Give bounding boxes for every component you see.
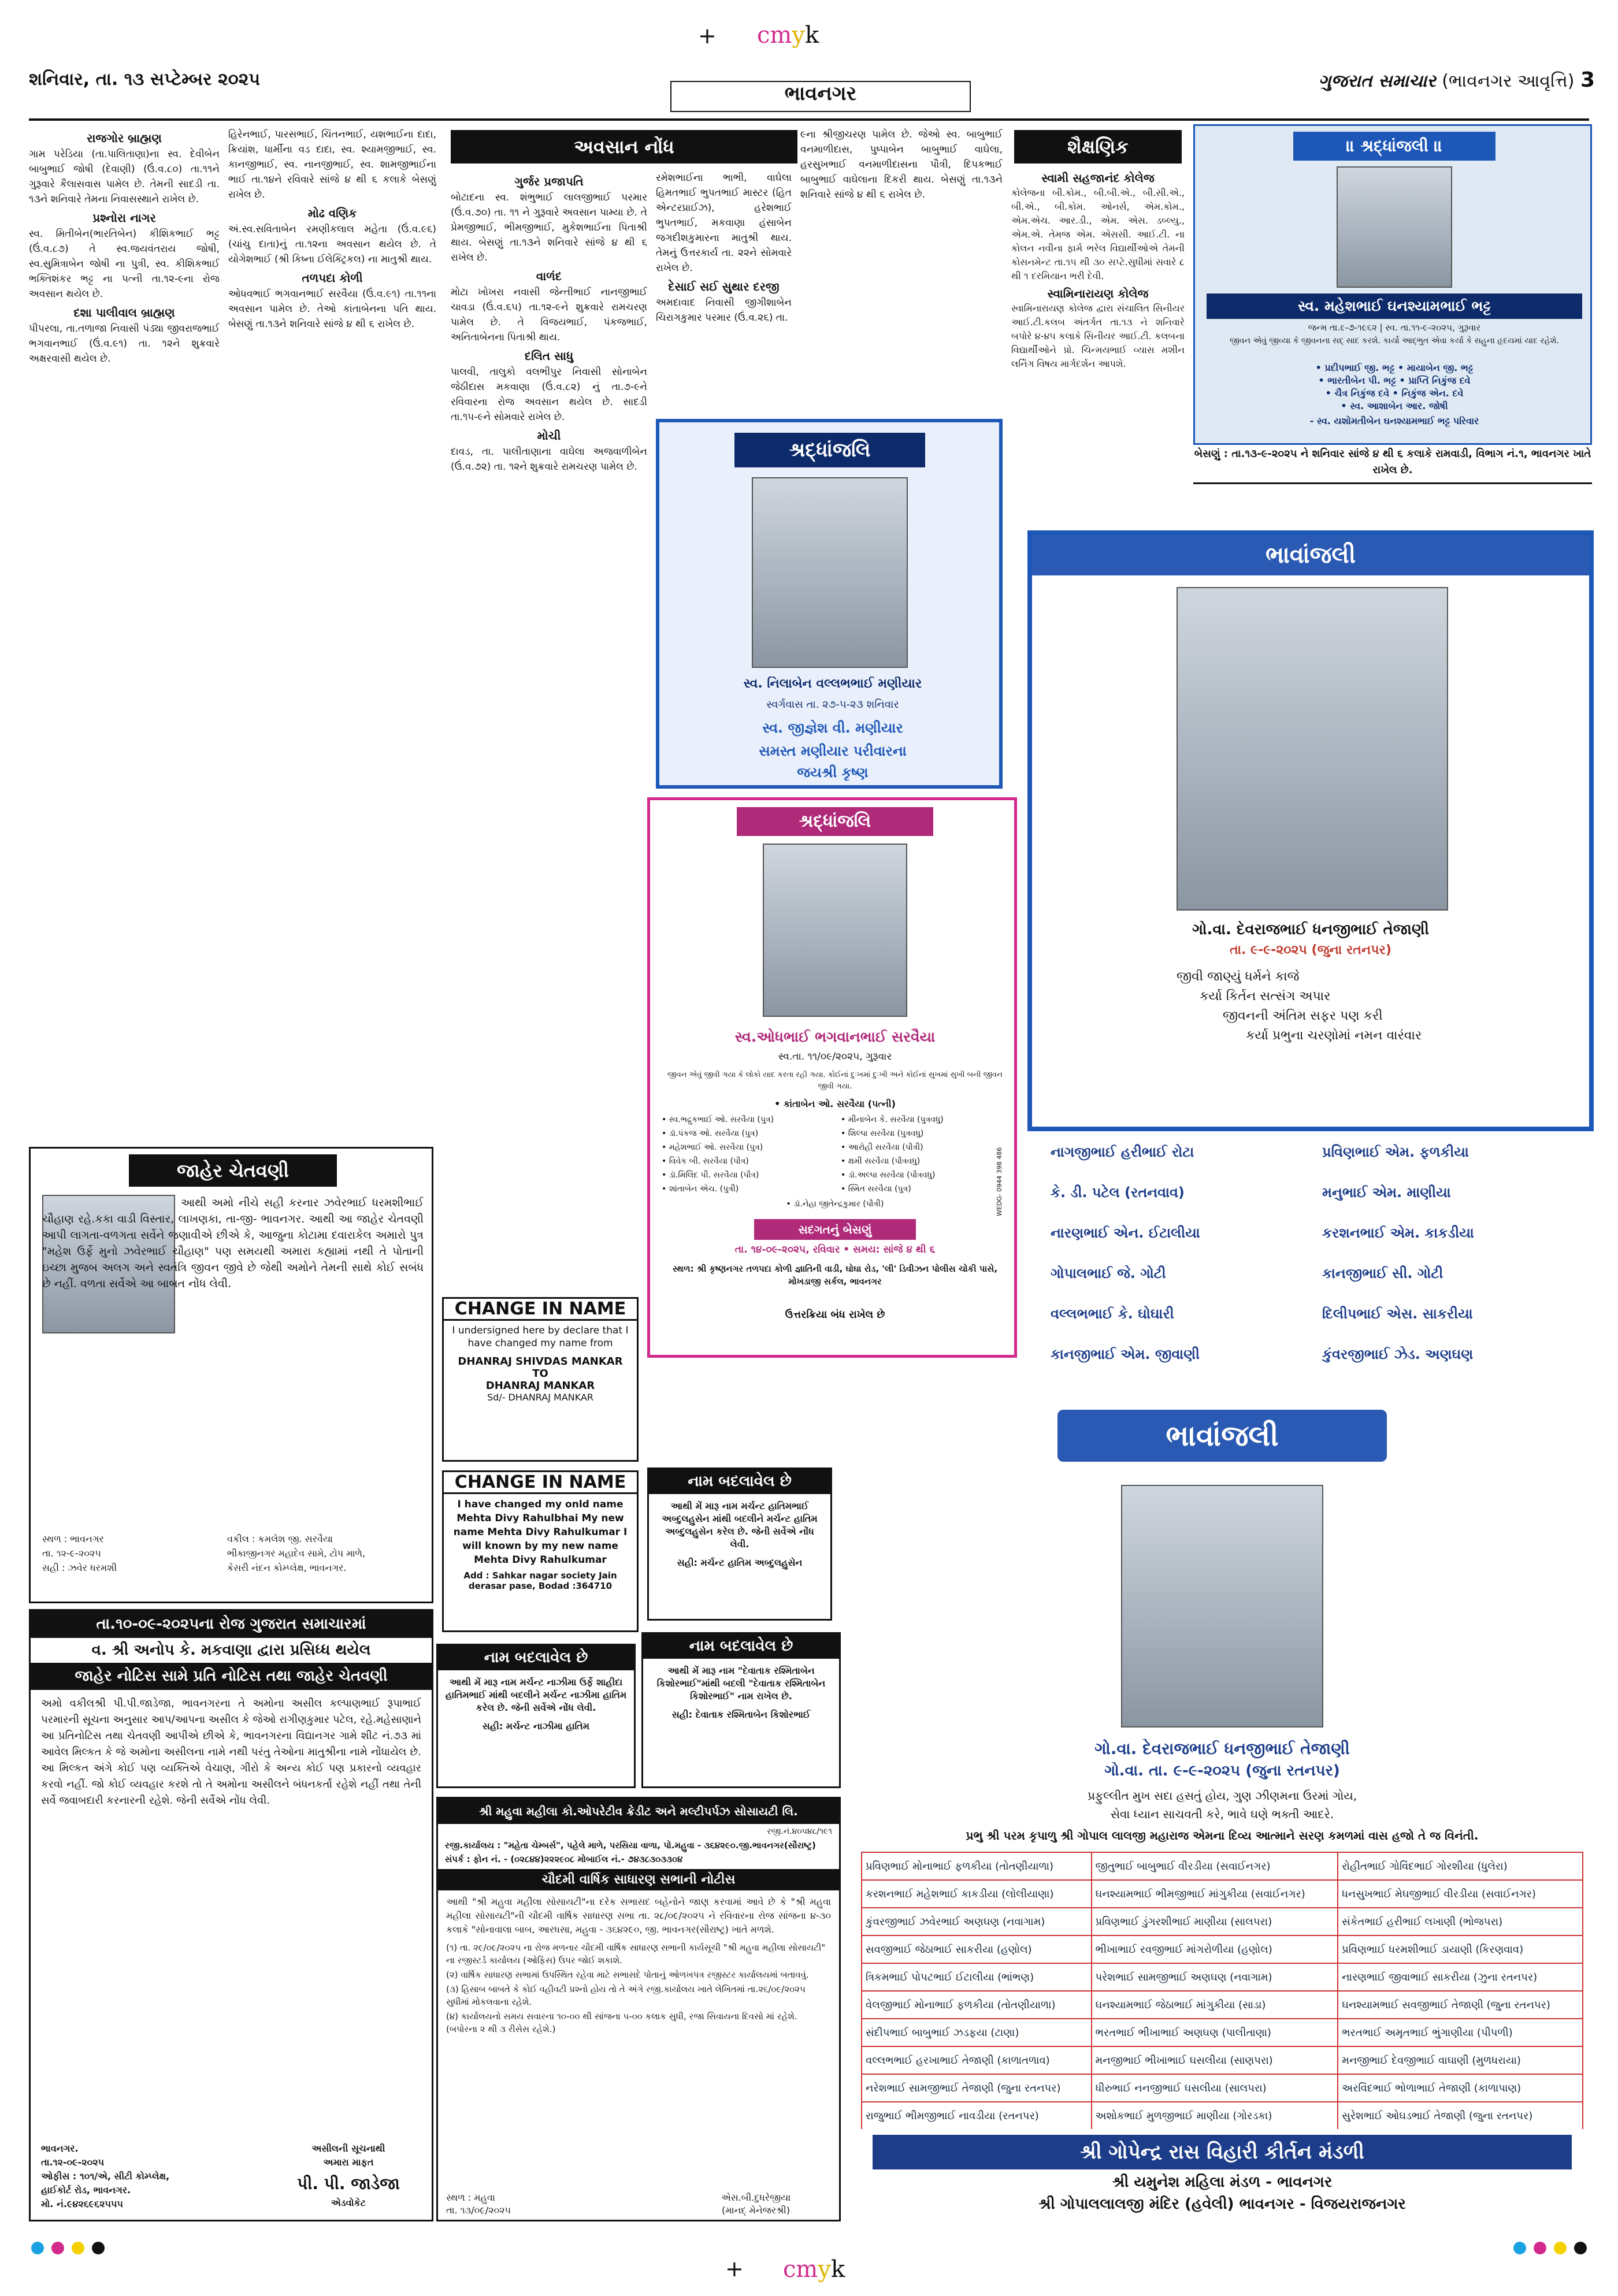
bhavanjali-title: ભાવાંજલી [1057,1410,1387,1462]
paper-name: ગુજરાત સમાચાર [1318,71,1436,91]
besnu-notice: બેસણું : તા.૧૩-૯-૨૦૨૫ ને શનિવાર સાંજે ૪ થી ૬ કલાકે રામવાડી, વિભાગ નં.૧, ભાવનગર ખાતે રાખેલ છે. [1193,446,1592,484]
table-cell: ધનસુખભાઈ મેઘજીભાઈ વીરડીયા (સવાઈનગર) [1338,1880,1583,1908]
family: - સ્વ. યશોમતીબેન ઘનશ્યામભાઈ ભટ્ટ પરિવાર [1309,415,1479,426]
besnu-place: સ્થળ: શ્રી કૃષ્ણનગર તળપદા કોળી જ્ઞાતિની વાડી, ઘોઘા રોડ, 'લી' ડિવીઝન પોલીસ ચોકી પાસે, મોખડાજી સર્કલ, ભાવનગર [672,1264,998,1287]
news-text: સ્વામિનારાયણ કોલેજ દ્વારા સંચાલિત સિનીયર આઈ.ટી.કલબ અંતર્ગત તા.૧૩ ને શનિવારે બપોરે ૪-૪૫ કલાકે સિનીયર આઈ.ટી. કલબના વિદ્યાર્થીઓને પ્રો. ચિન્મયભાઈ વ્યાસ મશીન લર્નિંગ વિષય માર્ગદર્શન આપશે. [1011,303,1185,369]
agm-note: (૧) તા. ૨૯/૦૯/૨૦૨૫ ના રોજ મળનાર ચૌદમી વાર્ષિક સાધારણ સભાની કાર્યસૂચી "શ્રી મહુવા મહીલા સોસાયટી" ના રજીસ્ટર્ડ કાર્યાલય (ઓફિસ) ઉપર જોઈ શકાશે. [446,1942,826,1966]
color-dot [1554,2242,1567,2254]
warning-title: જાહેર ચેતવણી [129,1154,337,1187]
table-cell: સુરેશભાઈ ઓઘડભાઈ તેજાણી (જુના રતનપર) [1338,2102,1583,2129]
heading: તળપદા કોળી [302,271,363,285]
signature-line: એડવોકેટ [331,2197,366,2208]
death-date: સ્વર્ગવાસ તા. ૨૭-૫-૨૩ શનિવાર [766,699,899,711]
color-dot [1574,2242,1587,2254]
verse-line: જીવનની અંતિમ સફર પણ કરી [1223,1009,1383,1023]
old-name: DHANRAJ SHIVDAS MANKAR [458,1355,623,1368]
footer-line: (માનદ્ મેનેજરશ્રી) [722,2205,790,2216]
besnu-time: તા. ૧૪-૦૯-૨૦૨૫, રવિવાર • સમય: સાંજે ૪ થી ૬ [734,1244,936,1255]
table-cell: સંકેતભાઈ હરીભાઈ લખાણી (ભોજપરા) [1338,1908,1583,1935]
color-dot [72,2242,84,2254]
table-row [862,2046,1583,2074]
contact-line: ભાવનગર. [41,2143,79,2154]
footer-line: સ્થળ : મહુવા [446,2192,495,2203]
tribute-title: શ્રદ્ધાંજલિ [737,807,933,836]
table-cell: વેલજીભાઈ મોનાભાઈ ફળકીયા (તોતણીયાળા) [862,1991,1092,2019]
cmyk-label-bottom: cmyk [783,2256,845,2283]
table-cell: ઘનશ્યામભાઈ સવજીભાઈ તેજાણી (જુના રતનપર) [1338,1991,1583,2019]
tribute-from: સ્વ. જીજ્ઞેશ વી. મણીયાર [762,720,903,736]
obit-text: મોટા ખોખરા નવાસી જેન્તીભાઈ નાનજીભાઈ ચાવડા (ઉં.વ.૬૫) તા.૧૨-૯ને શુક્રવારે રામચરણ પામેલ છે. તે વિજયભાઈ, પંકજભાઈ, અનિતાબેનના પિતાશ્રી થાય. [451,287,647,343]
obit-text: અં.સ્વ.સવિતાબેન રમણીકલાલ મહેતા (ઉં.વ.૯૬) (ચાંચુ દાતા)નું તા.૧૨ના અવસાન થયેલ છે. તે યોગેશભાઈ (શ્રી કિષ્ના ઈલેક્ટ્રિકલ) ના માતુશ્રી થાય. [228,224,436,265]
table-cell: નરેશભાઈ સામજીભાઈ તેજાણી (જુના રતનપર) [862,2074,1092,2102]
counter-notice [29,1609,433,2221]
organizer-name: શ્રી ગોપેન્દ્ર રાસ વિહારી કીર્તન મંડળી [873,2135,1572,2169]
dates: જન્મ તા.૯-૭-૧૯૬૨ | સ્વ. તા.૧૧-૯-૨૦૨૫, ગુરૂવાર [1308,322,1481,333]
relative: • આરોહી સરવૈયા (પૌત્રી) [841,1143,923,1152]
table-cell: કરશનભાઈ મહેશભાઈ કાકડીયા (લોલીયાણા) [862,1880,1092,1908]
signature: સહી: મર્ચન્ટ નાઝીમા હાતિમ [482,1721,590,1732]
signature: સહી: દેવાતાક રશ્મિતાબેન કિશોરભાઈ [671,1709,811,1720]
relative: • કાંતાબેન ઓ. સરવૈયા (પત્ની) [774,1098,896,1109]
contact-line: તા.૧૨-૦૯-૨૦૨૫ [41,2157,105,2168]
bhavanjali-names [1027,1132,1594,1387]
heading: વાળંદ [536,269,562,283]
title: CHANGE IN NAME [444,1299,637,1321]
tribute-title: શ્રદ્ધાંજલિ [734,433,925,467]
table-cell: પરેશભાઈ સામજીભાઈ અણઘણ (નવાગામ) [1092,1963,1338,1991]
notice-heading-3: જાહેર નોટિસ સામે પ્રતિ નોટિસ તથા જાહેર ચેતવણી [31,1663,432,1690]
name-item: મનુભાઈ એમ. માણીયા [1322,1184,1451,1201]
name-change-notice-1 [647,1467,832,1621]
shaikshanik-title: શૈક્ષણિક [1014,130,1182,164]
table-cell: અશોકભાઈ મુળજીભાઈ માણીયા (ગોરડકા) [1092,2102,1338,2129]
column-2 [228,127,436,1132]
contact-line: હાઈકોર્ટ રોડ, ભાવનગર. [41,2184,131,2195]
table-cell: રોહીતભાઈ ગોવિંદભાઈ ગોરશીયા (ધુલેરા) [1338,1852,1583,1880]
signature-line: તા. ૧૨-૯-૨૦૨૫ [42,1548,101,1559]
obit-text: દાવડ, તા. પાલીતાણાના વાઘેલા અજવાળીબેન (ઉં.વ.૭૨) તા. ૧૨ને શુક્રવારે રામચરણ પામેલ છે. [451,446,647,473]
obit-text: સ્વ. મિતીબેન(ભારતિબેન) કીશિકભાઈ ભટ્ટ (ઉં.વ.૮૭) તે સ્વ.જયવંતરાય જોષી, સ્વ.સુમિત્રાબેન જોષી ના પુત્રી, સ્વ. કીશિકભાઈ ભક્તિશંકર ભટ્ટ ના પત્ની તા.૧૨-૯ના રોજ અવસાન થયેલ છે. [29,228,220,300]
relative: • ડૉ.પંકજ ઓ. સરવૈયા (પુત્ર) [662,1129,759,1138]
body: I undersigned here by declare that I have changed my name from [452,1325,629,1349]
body: આથી મેં મારૂ નામ "દેવાતાક રશ્મિતાબેન કિશોરભાઈ"માંથી બદલી "દેવાતાક રશ્મિતાબેન કિશોરભાઈ" નામ રાખેલ છે. [656,1665,826,1701]
color-dot [51,2242,64,2254]
news-text: કોલેજના બી.કોમ., બી.બી.એ., બી.સી.એ., બી.એ., બી.કોમ. ઓનર્સ, એમ.કોમ., એમ.એચ. આર.ડી., એમ. એસ. ડબ્લ્યુ., એમ.એ. તેમજ એમ. એસસી. આઈ.ટી. ના કોલન નવીના ફાર્મ ભરેલ વિદ્યાર્થીઓએ તેમની કોસનમેન્ટ તા.૧૫ થી ૩૦ સપ્ટે.સુધીમાં સવારે ૮ થી ૧ દરમિયાન ભરી દેવી. [1011,187,1185,281]
color-dot [31,2242,44,2254]
registration-mark-top: + [698,23,717,49]
page-number: 3 [1580,68,1595,92]
relative: • વિવેક બી. સરવૈયા (પૌત્ર) [662,1157,749,1166]
verse-line: કર્યા કિર્તન સત્સંગ અપાર [1200,989,1331,1004]
side-code: WEDG- 0944 398 486 [996,1147,1003,1216]
death-date: તા. ૯-૯-૨૦૨૫ (જુના રતનપર) [1230,943,1391,957]
agm-body: આથી "શ્રી મહુવા મહીલા સોસાયટી"ના દરેક સભાસદ બહેનોને જાણ કરવામાં આવે છે કે "શ્રી મહુવા મહીલા સોસાયટી"ની ચૌદમી વાર્ષિક સાધારણ સભા તા. ૨૮/૦૯/૨૦૨૫ ને રવિવારના રોજ સાંજના ૪-૩૦ કલાકે "સોનાવાલા બાબ, આરધસા, મહુવા - ૩૬૪૨૯૦, જી. ભાવનગર(સૌરાષ્ટ્ર) ખાતે મળશે. [446,1896,831,1935]
table-cell: ઘનશ્યામભાઈ ભીમજીભાઈ માંગુકીયા (સવાઈનગર) [1092,1880,1338,1908]
table-row [862,1852,1583,1880]
signature-line: વકીલ : કમલેશ જી. સરવૈયા [227,1533,333,1544]
name-item: પ્રવિણભાઈ એમ. ફળકીયા [1322,1144,1469,1160]
table-cell: અરવિંદભાઈ ભોળાભાઈ તેજાણી (કાળાપાણ) [1338,2074,1583,2102]
footer-line: એસ.બી.દુધરેજીયા [721,2192,791,2203]
bhavanjali-ad-2 [849,1398,1595,2230]
table-cell: રાજુભાઈ ભીમજીભાઈ નાવડીયા (રતનપર) [862,2102,1092,2129]
relative: • મીનાબેન કે. સરવૈયા (પુત્રવધુ) [841,1115,944,1124]
column-4 [656,170,792,413]
deceased-name: સ્વ. નિલાબેન વલ્લભભાઈ મણીયાર [743,677,922,691]
signature-line: કેસરી નંદન કોમ્પ્લેક્ષ, ભાવનગર. [227,1562,347,1573]
obit-text: પાલવી, તાલુકો વલભીપુર નિવાસી સોનાબેન જેઠીદાસ મકવાણા (ઉં.વ.૮૨) નું તા.૭-૯ને રવિવારના રોજ અવસાન થયેલ છે. સાદડી તા.૧૫-૯ને સોમવારે રાખેલ છે. [451,366,647,423]
title: નામ બદલાવેલ છે [649,1469,830,1494]
verse-line: સેવા ધ્યાન સાચવતી કરે, ભાવે ઘણે ભક્તી આદરે. [1110,1807,1334,1821]
agm-heading: ચૌદમી વાર્ષિક સાધારણ સભાની નોટીસ [438,1869,839,1890]
edition: (ભાવનગર આવૃત્તિ) [1442,71,1575,91]
heading: દશા પાલીવાલ બ્રાહ્મણ [73,306,175,319]
shaikshanik-column [1011,168,1185,445]
deceased-name: ગો.વા. દેવરાજભાઈ ધનજીભાઈ તેજાણી [1094,1739,1350,1758]
name-item: કરશનભાઈ એમ. કાકડીયા [1322,1225,1474,1241]
table-row [862,1991,1583,2019]
column-3 [451,170,647,1332]
cmyk-label-top: cmyk [757,22,819,49]
signature: સહી: મર્ચન્ટ હાતિમ અબ્દુલહુસેન [677,1557,803,1568]
quote: જીવન એવું જીવી ગયા કે લોકો યાદ કરતા રહી ગયા. કોઈનાં દુઃખમાં દુઃખી અને કોઈનાં સુખમાં સુખી બની જીવન જીવી ગયા. [667,1071,1003,1091]
name-item: વલ્લભભાઈ કે. ઘોઘારી [1051,1306,1174,1322]
signature-line: અસીલની સૂચનાથી [311,2143,385,2154]
verse-line: કર્યા પ્રભુના ચરણોમાં નમન વારંવાર [1246,1028,1422,1043]
body: આથી મેં મારૂ નામ મર્ચન્ટ હાતિમભાઈ અબ્દુલહુસેન માંથી બદલીને મર્ચન્ટ હાતિમ અબ્દુલહુસેન કરેલ છે. જેની સર્વેએ નોંધ લેવી. [662,1500,818,1550]
title: નામ બદલાવેલ છે [438,1645,634,1670]
prayer-line: પ્રભુ શ્રી પરમ કૃપાળુ શ્રી ગોપાલ લાલજી મહારાજ એમના દિવ્ય આત્માને સરણ કમળમાં વાસ હજો તે જ વિનંતી. [966,1829,1479,1842]
name-item: કાનજીભાઈ એમ. જીવાણી [1051,1346,1200,1362]
registration-mark-bottom: + [725,2256,744,2282]
table-cell: નારણભાઈ જીવાભાઈ સાકરીયા (ઝુના રતનપર) [1338,1963,1583,1991]
table-cell: સંદીપભાઈ બાબુભાઈ ઝડફયા (ટાણા) [862,2019,1092,2046]
table-cell: ભરતભાઈ અમૃતભાઈ ભુંગાણીયા (પીપળી) [1338,2019,1583,2046]
name-item: કુંવરજીભાઈ ઝેડ. અણઘણ [1322,1346,1474,1362]
color-bar-right [1185,2242,1589,2259]
verse-line: પ્રફુલ્લીત મુખ સદા હસતું હોય, ગુણ ઝીણમના ઉરમાં ગોય, [1087,1789,1357,1803]
relative: • ડૉ.મિલિંદ પી. સરવૈયા (પૌત્ર) [662,1171,759,1180]
column-5 [800,127,1003,413]
avsan-nondh-title: અવસાન નોંધ [451,130,797,164]
address: Add : Sahkar nagar society Jain derasar pase, Bodad :364710 [463,1570,617,1591]
tribute-ad-nilaben [656,419,1003,789]
table-cell: વલ્લભભાઈ હરખાભાઈ તેજાણી (કાળાતળાવ) [862,2046,1092,2074]
header-paper [1214,68,1595,99]
notice-heading-1: તા.૧૦-૦૯-૨૦૨૫ના રોજ ગુજરાત સમાચારમાં [31,1611,432,1638]
table-cell: ત્રિકમભાઈ પોપટભાઈ ઈટાલીયા (ભાંભણ) [862,1963,1092,1991]
table-row [862,1935,1583,1963]
relative: • સ્વ. આશાબેન આર. જોષી [1341,400,1448,411]
color-bar-left [29,2242,433,2259]
heading: રાજગોર બ્રાહ્મણ [87,131,162,145]
notice-heading-2: વ. શ્રી અનોપ કે. મકવાણા દ્વારા પ્રસિધ્ધ થયેલ [91,1641,371,1659]
society-title: શ્રી મહુવા મહીલા કો.ઓપરેટીવ ક્રેડીટ અને મલ્ટીપર્પઝ સોસાયટી લિ. [438,1799,839,1824]
table-cell: પ્રવિણભાઈ ડુંગરશીભાઈ માણીયા (સાલપરા) [1092,1908,1338,1935]
obit-text: રમેશભાઈના ભાભી, વાઘેલા હિમતભાઈ ભુપતભાઈ માસ્ટર (હિત એન્ટરપ્રાઈઝ), હરેશભાઈ ભુપતભાઈ, મકવાણા હંસાબેન જગદીશકુમારના માતુશ્રી થાય. તેમનું ઉત્તરકાર્ય તા. ૨૨ને સોમવારે રાખેલ છે. [656,172,792,274]
relative: • ક્ષમી સરવૈયા (પૌત્રવધુ) [841,1157,921,1166]
heading: દેસાઈ સઈ સુથાર દરજી [668,280,780,293]
heading: સ્વામિનારાયણ કોલેજ [1047,287,1149,300]
name-change-notice-3 [641,1632,841,1788]
title: નામ બદલાવેલ છે [643,1634,839,1659]
greeting: જયશ્રી કૃષ્ણ [797,764,869,781]
table-row [862,2019,1583,2046]
table-cell: ઘનશ્યામભાઈ જેઠાભાઈ માંગુકીયા (સાડા) [1092,1991,1338,2019]
notice-body: અમો વકીલશ્રી પી.પી.જાડેજા, ભાવનગરના તે અમોના અસીલ કલ્પાણભાઈ રૂપાભાઈ પરમારની સૂચના અનુસાર આપ/આપના અસીલ કે જેઓ રાગીણકુમાર પટેલ, રહે.મહેસાણાને આ પ્રતિનોટિસ તથા ચેતવણી આપીએ છીએ કે, ભાવનગરના વિદ્યાનગર ગામે શીટ નં.૭૩ માં આવેલ મિલ્કત કે જે અમોના અસીલના નામે નથી પરંતુ તેઓના માતુશ્રીના નામે નોંધાયેલ છે. આ મિલ્કત અંગે કોઈ પણ વ્યક્તિએ વેચાણ, ગીરો કે અન્ય કોઈ પણ પ્રકારનો વ્યવહાર કરવો નહીં. જો કોઈ વ્યવહાર કરશે તો તે અમોના અસીલને બંધનકર્તા રહેશે નહીં તથા તેની સર્વે જવાબદારી કરનારની રહેશે. જેની સર્વેએ નોંધ લેવી. [41,1697,421,1807]
agm-note: (૨) વાર્ષિક સાધારણ સભામાં ઉપસ્થિત રહેવા માટે સભાસદે પોતાનું ઓળખપત્ર રજીસ્ટર કાર્યાલયમાં બતાવવું. [446,1970,809,1980]
signature-line: ભીકાજીનગર મહાદેવ સામે, ટોપ માળે, [227,1548,366,1559]
deceased-name: સ્વ. મહેશભાઈ ઘનશ્યામભાઈ ભટ્ટ [1207,293,1582,319]
obit-text: અમદાવાદ નિવાસી જીગીશાબેન ચિરાગકુમાર પરમાર (ઉં.વ.૨૬) તા. [656,297,792,324]
footer-line: તા. ૧૩/૦૯/૨૦૨૫ [446,2205,511,2216]
table-cell: પ્રવિણભાઈ ધરમશીભાઈ ડાયાણી (કિરણવાવ) [1338,1935,1583,1963]
family: સમસ્ત મણીયાર પરીવારના [759,743,907,759]
color-dot [1513,2242,1526,2254]
new-name: DHANRAJ MANKAR [485,1380,595,1392]
table-cell: મનજીભાઈ ભીખાભાઈ ઘસલીયા (સાણપરા) [1092,2046,1338,2074]
portrait-photo [1177,587,1448,911]
organizer-line: શ્રી ગોપાલલાલજી મંદિર (હવેલી) ભાવનગર - વિજયરાજનગર [1038,2195,1406,2213]
tribute-ad-odhabhai [647,797,1017,1358]
signature-line: સ્થળ : ભાવનગર [42,1533,104,1544]
obit-text: ૯ના શ્રીજીચરણ પામેલ છે. જેઓ સ્વ. બાબુભાઈ વનમાળીદાસ, પુષ્પાબેન બાબુભાઈ વાઘેલા, હરસુખભાઈ વનમાળીદાસના પૌત્રી, દિપકભાઈ બાબુભાઈ વાઘેલાના દિકરી થાય. બેસણું તા.૧૩ને શનિવારે સાંજે ૪ થી ૬ રાખેલ છે. [800,129,1003,200]
obit-text: ગામ પરેડિયા (તા.પાલિતાણા)ના સ્વ. દેવીબેન બાબુભાઈ જોષી (દેવાણી) (ઉં.વ.૮૦) તા.૧૧ને ગુરૂવારે કૈલાસવાસ પામેલ છે. તેમની સાદડી તા. ૧૩ને શનિવારે તેમના નિવાસસ્થાને રાખેલ છે. [29,148,220,205]
table-cell: ભરતભાઈ ભીખાભાઈ અણઘણ (પાલીતાણા) [1092,2019,1338,2046]
portrait-photo [1121,1485,1323,1727]
advocate-name: પી. પી. જાડેજા [297,2174,400,2193]
table-row [862,2102,1583,2129]
bhavanjali-title: ભાવાંજલી [1032,535,1589,575]
heading: મોચી [537,429,561,443]
table-cell: ધીરુભાઈ નનજીભાઈ ઘસલીયા (સાલપરા) [1092,2074,1338,2102]
table-cell: સવજીભાઈ જેઠાભાઈ સાકરીયા (હણોલ) [862,1935,1092,1963]
reg-number: રજી.નં.૪૦૫૪૮/૧૯૧ [767,1827,832,1836]
change-in-name-1 [442,1297,639,1462]
signature-line: સહી : ઝવેર ધરમશી [42,1562,117,1573]
name-item: નાગજીભાઈ હરીભાઈ રોટા [1051,1144,1194,1160]
portrait-photo [752,477,908,668]
table-cell: પ્રવિણભાઈ મોનાભાઈ ફળકીયા (તોતણીયાળા) [862,1852,1092,1880]
column-1 [29,127,220,1132]
header-section: ભાવનગર [670,81,971,112]
signature: Sd/- DHANRAJ MANKAR [487,1392,594,1403]
relative: • ભારતીબેન પી. ભટ્ટ • પ્રાપ્તિ નિકુંજ દવે [1318,375,1471,386]
relative: • ડૉ.અલ્પા સરવૈયા (પૌત્રવધુ) [841,1171,936,1180]
header-rule [29,118,1589,121]
name-item: કે. ડી. પટેલ (રતનવાવ) [1051,1184,1185,1201]
death-date: સ્વ.તા. ૧૧/૦૯/૨૦૨૫, ગુરૂવાર [778,1051,892,1062]
table-row [862,1963,1583,1991]
name-item: નારણભાઈ એન. ઈટાલીયા [1051,1225,1200,1241]
deceased-name: સ્વ.ઓધભાઈ ભગવાનભાઈ સરવૈયા [734,1028,936,1045]
public-warning [29,1147,433,1603]
contact-line: મો. નં.૯૪૨૬૯૬૨૫૫૫ [41,2198,124,2209]
body: આથી મેં મારૂ નામ મર્ચન્ટ નાઝીમા ઉર્ફે શાહીદા હાતિમભાઈ માંથી બદલીને મર્ચન્ટ નાઝીમા હાતિમ કરેલ છે. જેની સર્વેએ નોંધ લેવી. [445,1677,627,1713]
tribute-ad-mahesh [1193,124,1592,445]
change-in-name-2 [442,1470,639,1632]
relative: • શિલ્પા સરવૈયા (પુત્રવધુ) [841,1129,924,1138]
office-address: રજી.કાર્યાલય : "મહેતા ચેમ્બર્સ", પહેલે માળે, પરસિયા વાળા, પો.મહુવા - ૩૬૪૨૯૦.જી.ભાવનગર(સૌરાષ્ટ્ર) [445,1840,816,1851]
obit-text: હિરેનભાઈ, પારસભાઈ, ચિંતનભાઈ, યશભાઈના દાદા, ક્રિયાંશ, ધાર્મીના વડ દાદા, સ્વ. શ્યામજીભાઈ, સ્વ. કાનજીભાઈ, સ્વ. નાનજીભાઈ, સ્વ. શામજીભાઈના ભાઈ તા.૧૪ને રવિવારે સાંજે ૪ થી ૬ કલાકે બેસણું રાખેલ છે. [228,129,436,200]
header-date: શનિવાર, તા. ૧૩ સપ્ટેમ્બર ૨૦૨૫ [29,69,261,90]
heading: દલિત સાધુ [524,349,574,363]
organizer-line: શ્રી યમુનેશ મહિલા મંડળ - ભાવનગર [1112,2174,1333,2191]
name-item: દિલીપભાઈ એસ. સાકરીયા [1322,1306,1473,1322]
relative: • મહેશભાઈ ઓ. સરવૈયા (પુત્ર) [662,1143,763,1152]
heading: મોઢ વણિક [307,206,357,220]
society-agm-notice [436,1797,841,2221]
agm-note: (૩) હિસાબ બાબતે કે કોઈ વહીવટી પ્રશ્નો હોય તો તે અંગે રજી.કાર્યાલય ખાતે લેખિતમાં તા.૨૬/૦૯/૨૦૨૫ સુધીમાં મોકલવાના રહેશે. [446,1984,806,2007]
besnu-title: સદગતનું બેસણું [754,1219,916,1240]
table-cell: કુંવરજીભાઈ ઝવેરભાઈ અણઘણ (નવાગામ) [862,1908,1092,1935]
relatives-table-wrap [861,1852,1583,2129]
title: CHANGE IN NAME [444,1472,637,1494]
color-dot [1534,2242,1546,2254]
warning-body: આથી અમો નીચે સહી કરનાર ઝવેરભાઈ ધરમશીભાઈ ચૌહાણ રહે.કકા વાડી વિસ્તાર, લાખણકા, તા-જી- ભાવનગર. આથી આ જાહેર ચેતવણી આપી લાગતા-વળગતા સર્વેને જણાવીએ છીએ કે, આજુના કોટામા દવારાકેલ અમારો પુત્ર "મહેશ ઉર્ફે મુનો ઝવેરભાઈ ચૌહાણ" પણ સમયથી અમારા કહ્યામાં નથી તે પોતાની ઇચ્છા મુજબ અલગ અને સ્વતંત્રિ જીવન જીવે છે જેથી અમોને તેમની સાથે કોઈ સબંધ છે નહીં. વળતા સર્વેએ આ બાબત નોંધ લેવી. [42,1197,424,1290]
color-dot [92,2242,105,2254]
name-change-notice-2 [436,1644,636,1788]
agm-note: (૪) કાર્યાલયનો સમય સવારના ૧૦-૦૦ થી સાંજના ૫-૦૦ કલાક સુધી, રજા સિવાયના દિવસો માં રહેશે. (બપોરના ૨ થી ૩ રીસેસ રહેશે.) [446,2011,797,2034]
portrait-photo [1337,166,1452,288]
relatives-table [861,1852,1583,2129]
name-item: ગોપાલભાઈ જે. ગોટી [1051,1265,1166,1281]
heading: ગુર્જર પ્રજાપતિ [514,174,584,188]
relative: • સ્વ.ભદ્રુકભાઈ ઓ. સરવૈયા (પુત્ર) [662,1115,774,1124]
table-row [862,1908,1583,1935]
relative: • પ્રદીપભાઈ જી. ભટ્ટ • માયાબેન જી. ભટ્ટ [1315,362,1474,373]
contact-line: ઓફીસ : ૧૦૧/એ, સીટી કોમ્પ્લેક્ષ, [41,2171,170,2182]
signature-line: અમારા માફત [323,2157,374,2168]
body: I have changed my onld name Mehta Divy Rahulbhai My new name Mehta Divy Rahulkumar I will known by my new name Mehta Divy Rahulkumar [453,1499,628,1566]
obit-text: ઓધવભાઈ ભગવાનભાઈ સરવૈયા (ઉં.વ.૯૧) તા.૧૧ના અવસાન પામેલ છે. તેઓ કાંતાબેનના પતિ થાય. બેસણું તા.૧૩ને શનિવારે સાંજે ૪ થી ૬ રાખેલ છે. [228,288,436,330]
relative: • સ્મિત સરવૈયા (પુત્ર) [841,1184,911,1194]
relative: • ડૉ.નેહા જીતેન્દ્રકુમાર (પૌત્રી) [786,1199,884,1209]
relative: • ચૈત્ર નિકુંજ દવે • નિકુંજ એન. દવે [1325,388,1464,399]
table-row [862,2074,1583,2102]
table-cell: જીતુભાઈ બાબુભાઈ વીરડીયા (સવાઈનગર) [1092,1852,1338,1880]
obit-text: પીપરલા, તા.તળાજા નિવાસી પંડ્યા જીવરાજભાઈ ભગવાનભાઈ (ઉં.વ.૯૧) તા. ૧૨ને શુક્રવારે અક્ષરવાસી થયેલ છે. [29,323,220,365]
bhavanjali-ad-devrajbhai [1027,530,1594,1131]
relative: • શાંતાબેન એચ. (પુત્રી) [662,1184,739,1194]
deceased-name: ગો.વા. દેવરાજભાઈ ધનજીભાઈ તેજાણી [1192,921,1429,938]
uttarkriya-note: ઉત્તરક્રિયા બંધ રાખેલ છે [785,1309,885,1321]
contact: સંપર્ક : ફોન નં. - (૦૨૮૪૪)૨૨૨૯૦૮ મોબાઈલ નં.- ૭૪૩૮૩૦૩૩૦૪ [445,1854,683,1864]
verse-line: જીવી જાણ્યું ધર્મને કાજે [1177,969,1300,984]
heading: સ્વામી સહજાનંદ કોલેજ [1041,171,1155,185]
portrait-photo [763,844,907,1017]
table-row [862,1880,1583,1908]
table-cell: ભીખાભાઈ રવજીભાઈ માંગરોળીયા (હણોલ) [1092,1935,1338,1963]
tribute-title: ॥ શ્રદ્ધાંજલી ॥ [1293,132,1495,161]
death-date: ગો.વા. તા. ૯-૯-૨૦૨૫ (જુના રતનપર) [1104,1762,1340,1779]
name-item: કાનજીભાઈ સી. ગોટી [1322,1265,1443,1281]
obit-text: બોટાદના સ્વ. શંભુભાઈ લાલજીભાઈ પરમાર (ઉં.વ.૭૦) તા. ૧૧ ને ગુરૂવારે અવસાન પામ્યા છે. તે પ્રેમજીભાઈ, ભીમજીભાઈ, મુકેશભાઈના પિતાશ્રી થાય. બેસણું તા.૧૩ને શનિવારે સાંજે ૪ થી ૬ રાખેલ છે. [451,192,647,263]
table-cell: મનજીભાઈ દેવજીભાઈ વાઘાણી (મુળધરાયા) [1338,2046,1583,2074]
to-label: TO [532,1368,548,1380]
quote: જીવન એવું જીવ્યા કે જીવનના સદ્ સાદ કરશે. કાર્યો આદ્ભુત એવા કર્યા કે સહુના હૃદયમાં યાદ રહેશે. [1230,336,1559,345]
heading: પ્રશ્નોરા નાગર [92,211,156,225]
